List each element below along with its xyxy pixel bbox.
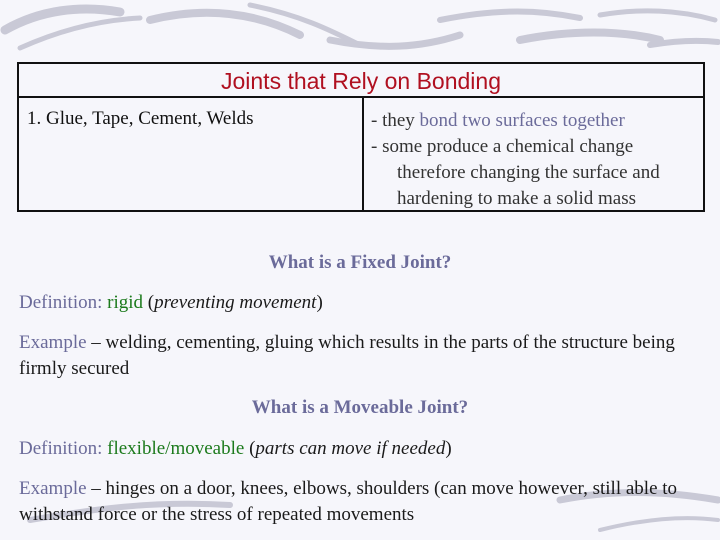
definition-label: Definition: xyxy=(19,292,103,313)
example-label: Example xyxy=(19,478,87,499)
definition-paren: parts can move if needed xyxy=(255,438,446,459)
column-divider xyxy=(362,98,364,212)
example-text: – welding, cementing, gluing which results in the parts of the structure being firmly secured xyxy=(19,332,675,379)
example-text: – hinges on a door, knees, elbows, shoulders (can move however, still able to withstand force or the stress of repeated movements xyxy=(19,478,678,525)
moveable-definition: Definition: flexible/moveable (parts can move if needed) xyxy=(19,438,452,459)
definition-word: flexible/moveable xyxy=(107,438,245,459)
right-cell-line-2: - some produce a chemical change xyxy=(371,136,634,157)
bonding-joints-table xyxy=(17,62,705,212)
moveable-example xyxy=(19,476,709,528)
bond-highlight: bond two surfaces together xyxy=(419,110,625,131)
fixed-definition: Definition: rigid (preventing movement) xyxy=(19,292,323,313)
right-cell-line-3: therefore changing the surface and xyxy=(397,162,660,183)
definition-paren: preventing movement xyxy=(154,292,317,313)
table-left-cell: 1. Glue, Tape, Cement, Welds xyxy=(27,108,254,129)
fixed-joint-question: What is a Fixed Joint? xyxy=(268,252,452,273)
definition-label: Definition: xyxy=(19,438,103,459)
right-cell-line-4: hardening to make a solid mass xyxy=(397,188,637,209)
table-title: Joints that Rely on Bonding xyxy=(19,64,703,98)
moveable-joint-question: What is a Moveable Joint? xyxy=(251,397,469,418)
fixed-example xyxy=(19,330,709,382)
example-label: Example xyxy=(19,332,87,353)
right-cell-line-1: - they bond two surfaces together xyxy=(371,110,625,131)
definition-word: rigid xyxy=(107,292,144,313)
table-right-cell xyxy=(371,108,701,212)
